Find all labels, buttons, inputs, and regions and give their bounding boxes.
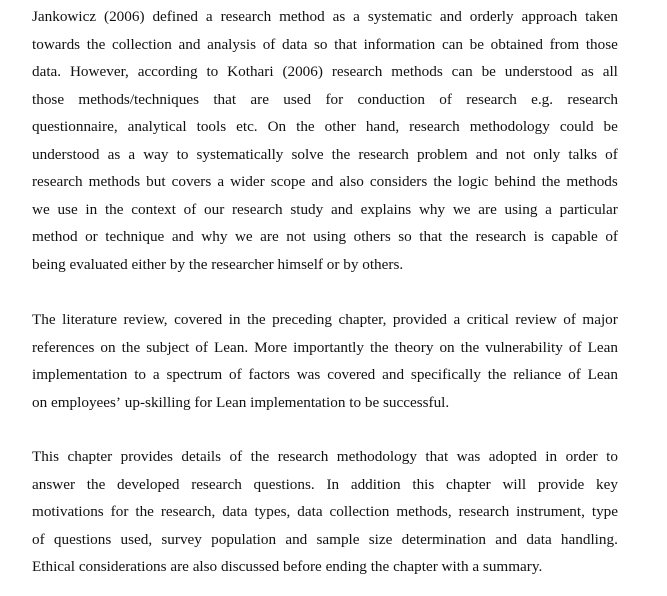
word: are <box>260 228 279 245</box>
word: summary. <box>482 558 543 575</box>
word: researcher <box>211 255 278 273</box>
paragraph-literature-review-summary <box>32 306 618 416</box>
word: the <box>296 118 315 135</box>
word: up-skilling <box>124 393 195 411</box>
word: covers <box>171 173 212 190</box>
word: etc. <box>236 118 258 135</box>
word: a <box>545 200 552 218</box>
word: collection <box>111 35 172 53</box>
paragraph-research-method-definition <box>32 3 618 278</box>
word: preceding <box>272 311 332 328</box>
word: the <box>250 448 270 465</box>
word: methods, <box>396 503 452 520</box>
text-line <box>32 389 618 417</box>
word: on <box>439 338 455 356</box>
word: methods <box>391 63 443 80</box>
text-line <box>32 251 618 279</box>
word: Lean <box>587 366 618 383</box>
word: a <box>472 558 483 575</box>
word: methods/techniques <box>78 90 200 108</box>
word: the <box>449 228 469 245</box>
word: methodology <box>469 118 550 135</box>
word: a <box>128 145 136 163</box>
word: of <box>195 338 208 356</box>
word: This <box>32 448 60 465</box>
word: employees’ <box>50 393 125 411</box>
word: and <box>285 530 308 548</box>
word: on <box>100 338 116 356</box>
word: not <box>286 228 306 245</box>
word: subject <box>146 338 190 356</box>
word: literature <box>62 311 117 328</box>
word: questions. <box>253 475 315 493</box>
word: using <box>313 228 347 245</box>
word: data <box>526 530 552 548</box>
word: Ethical <box>32 558 79 575</box>
word: analysis <box>207 35 257 53</box>
word: and <box>382 366 405 383</box>
word: However, <box>69 63 129 80</box>
word: addition <box>350 475 401 493</box>
word: are <box>478 200 497 218</box>
word: details <box>181 448 222 465</box>
word: evaluated <box>69 255 132 273</box>
word: could <box>559 118 594 135</box>
word: being <box>32 255 70 273</box>
word: types, <box>254 503 291 520</box>
text-line <box>32 141 618 169</box>
word: used, <box>120 530 153 548</box>
document-body <box>32 0 618 581</box>
word: order <box>565 448 598 465</box>
text-line <box>32 3 618 31</box>
word: that <box>419 228 443 245</box>
word: information <box>363 35 436 53</box>
word: research <box>220 8 272 25</box>
word: those <box>32 90 65 108</box>
word: collection <box>329 503 390 520</box>
word: theory <box>394 338 434 356</box>
word: this <box>412 475 435 493</box>
word: discussed <box>220 558 283 575</box>
word: to <box>349 393 365 411</box>
word: also <box>192 558 221 575</box>
word: we <box>234 228 253 245</box>
word: are <box>170 558 193 575</box>
word: of <box>183 200 197 218</box>
word: to <box>606 448 618 465</box>
word: importantly <box>293 338 364 356</box>
word: The <box>32 311 56 328</box>
text-line <box>32 471 618 499</box>
word: Lean <box>215 393 251 411</box>
word: systematically <box>196 145 284 163</box>
word: capable <box>551 228 598 245</box>
word: (2006) <box>282 63 323 80</box>
word: in <box>545 448 558 465</box>
word: research <box>409 118 460 135</box>
word: a <box>453 311 461 328</box>
paragraph-chapter-overview <box>32 443 618 581</box>
word: data <box>297 503 323 520</box>
word: review, <box>123 311 168 328</box>
word: that <box>213 90 237 108</box>
word: before <box>282 558 326 575</box>
word: but <box>146 173 166 190</box>
word: as <box>581 63 594 80</box>
word: particular <box>559 200 618 218</box>
word: others. <box>362 255 404 273</box>
word: developed <box>117 475 180 493</box>
word: the <box>460 338 480 356</box>
word: the <box>487 366 507 383</box>
word: and <box>178 35 201 53</box>
text-line <box>32 58 618 86</box>
text-line <box>32 86 618 114</box>
word: also <box>339 173 364 190</box>
word: research, <box>160 503 216 520</box>
word: vulnerability <box>485 338 563 356</box>
text-line <box>32 334 618 362</box>
word: other <box>324 118 356 135</box>
word: covered <box>327 366 376 383</box>
word: can <box>441 35 464 53</box>
word: reliance <box>513 366 562 383</box>
word: data. <box>32 63 62 80</box>
word: successful. <box>382 393 450 411</box>
word: explains <box>360 200 412 218</box>
word: sample <box>316 530 360 548</box>
word: implementation <box>32 366 128 383</box>
word: towards <box>32 35 81 53</box>
word: On <box>267 118 287 135</box>
word: Lean <box>587 338 618 356</box>
word: More <box>254 338 288 356</box>
word: handling. <box>560 530 618 548</box>
word: by <box>169 255 189 273</box>
word: logic <box>457 173 489 190</box>
word: research <box>567 90 618 108</box>
word: motivations <box>32 503 104 520</box>
word: provided <box>392 311 447 328</box>
word: the <box>370 338 389 356</box>
word: for <box>110 503 129 520</box>
word: understood <box>504 63 573 80</box>
word: ending <box>325 558 371 575</box>
word: so <box>313 35 328 53</box>
word: by <box>343 255 363 273</box>
word: methodology <box>336 448 417 465</box>
word: are <box>250 90 269 108</box>
word: approach <box>521 8 578 25</box>
word: research <box>331 63 383 80</box>
word: in <box>228 311 241 328</box>
word: research <box>466 90 517 108</box>
word: of <box>262 35 276 53</box>
word: Jankowicz <box>32 8 97 25</box>
word: chapter <box>67 448 113 465</box>
word: adopted <box>488 448 537 465</box>
word: chapter <box>393 558 442 575</box>
word: problem <box>417 145 468 163</box>
word: critical <box>466 311 509 328</box>
word: the <box>188 255 212 273</box>
word: instrument, <box>516 503 585 520</box>
text-line <box>32 443 618 471</box>
word: used <box>283 90 312 108</box>
word: population <box>211 530 277 548</box>
word: only <box>533 145 561 163</box>
word: orderly <box>469 8 514 25</box>
word: a <box>205 8 213 25</box>
word: not <box>505 145 526 163</box>
word: the <box>433 173 452 190</box>
word: all <box>602 63 618 80</box>
word: as <box>332 8 346 25</box>
word: our <box>204 200 225 218</box>
word: of <box>563 311 576 328</box>
word: considerations <box>78 558 171 575</box>
word: of <box>568 338 582 356</box>
word: we <box>452 200 471 218</box>
word: a <box>152 366 160 383</box>
word: was <box>456 448 481 465</box>
word: as <box>107 145 121 163</box>
word: e.g. <box>531 90 554 108</box>
word: behind <box>494 173 536 190</box>
word: specifically <box>410 366 481 383</box>
word: factors <box>248 366 290 383</box>
word: methods <box>566 173 618 190</box>
word: methods <box>88 173 141 190</box>
word: why <box>201 228 228 245</box>
word: key <box>595 475 618 493</box>
word: of <box>605 228 618 245</box>
word: a <box>217 173 225 190</box>
word: talks <box>568 145 598 163</box>
word: and <box>330 200 353 218</box>
word: review <box>515 311 557 328</box>
word: or <box>326 255 344 273</box>
word: conduction <box>357 90 425 108</box>
word: research <box>475 228 527 245</box>
word: research <box>191 475 242 493</box>
word: answer <box>32 475 76 493</box>
word: the <box>331 145 351 163</box>
word: the <box>370 558 394 575</box>
word: be <box>603 118 618 135</box>
word: In <box>326 475 340 493</box>
word: is <box>533 228 544 245</box>
word: technique <box>105 228 165 245</box>
word: that <box>425 448 449 465</box>
word: the <box>135 503 154 520</box>
word: on <box>32 393 51 411</box>
word: spectrum <box>166 366 223 383</box>
word: major <box>582 311 618 328</box>
word: others <box>353 228 391 245</box>
word: and <box>495 530 518 548</box>
word: determination <box>401 530 486 548</box>
text-line <box>32 168 618 196</box>
word: and <box>171 228 194 245</box>
word: context <box>131 200 176 218</box>
word: himself <box>277 255 327 273</box>
word: or <box>85 228 98 245</box>
word: systematic <box>367 8 432 25</box>
word: can <box>451 63 473 80</box>
word: and <box>311 173 334 190</box>
word: method <box>279 8 325 25</box>
word: research <box>277 448 329 465</box>
word: the <box>247 311 266 328</box>
word: of <box>605 145 618 163</box>
word: questionnaire, <box>32 118 118 135</box>
word: hand, <box>365 118 400 135</box>
word: and <box>439 8 462 25</box>
word: understood <box>32 145 100 163</box>
word: considers <box>369 173 428 190</box>
word: the <box>121 338 141 356</box>
word: research <box>32 173 83 190</box>
word: size <box>368 530 393 548</box>
word: wider <box>230 173 265 190</box>
word: of <box>229 448 243 465</box>
word: of <box>229 366 242 383</box>
text-line <box>32 196 618 224</box>
word: obtained <box>490 35 543 53</box>
word: provides <box>120 448 173 465</box>
text-line <box>32 498 618 526</box>
word: tools <box>196 118 227 135</box>
word: survey <box>161 530 202 548</box>
word: to <box>134 366 147 383</box>
word: research <box>232 200 283 218</box>
word: study <box>290 200 324 218</box>
word: for <box>194 393 216 411</box>
word: in <box>85 200 98 218</box>
word: of <box>568 366 581 383</box>
word: data <box>222 503 248 520</box>
word: Lean. <box>213 338 249 356</box>
word: use <box>57 200 78 218</box>
word: to <box>176 145 189 163</box>
word: and <box>475 145 498 163</box>
word: we <box>32 200 50 218</box>
text-line <box>32 223 618 251</box>
word: analytical <box>127 118 187 135</box>
word: taken <box>585 8 618 25</box>
word: why <box>418 200 446 218</box>
word: provide <box>537 475 585 493</box>
word: of <box>439 90 452 108</box>
word: using <box>504 200 538 218</box>
word: that <box>334 35 357 53</box>
word: solve <box>291 145 324 163</box>
word: according <box>137 63 198 80</box>
text-line <box>32 31 618 59</box>
word: method <box>32 228 78 245</box>
word: so <box>398 228 412 245</box>
word: type <box>591 503 618 520</box>
word: research <box>358 145 409 163</box>
word: be <box>469 35 485 53</box>
word: Kothari <box>227 63 274 80</box>
word: defined <box>152 8 198 25</box>
word: research <box>458 503 510 520</box>
word: chapter <box>446 475 491 493</box>
text-line <box>32 113 618 141</box>
word: the <box>86 35 106 53</box>
text-line <box>32 553 618 581</box>
word: for <box>325 90 344 108</box>
word: be <box>364 393 383 411</box>
text-line <box>32 361 618 389</box>
word: references <box>32 338 95 356</box>
word: was <box>296 366 321 383</box>
word: be <box>481 63 496 80</box>
word: (2006) <box>104 8 145 25</box>
word: the <box>104 200 124 218</box>
word: the <box>86 475 106 493</box>
word: from <box>549 35 580 53</box>
word: those <box>585 35 618 53</box>
word: with <box>441 558 473 575</box>
word: data <box>282 35 308 53</box>
word: the <box>541 173 561 190</box>
word: of <box>32 530 45 548</box>
text-line <box>32 526 618 554</box>
word: covered <box>174 311 223 328</box>
word: implementation <box>250 393 350 411</box>
word: a <box>353 8 360 25</box>
word: will <box>502 475 527 493</box>
word: to <box>206 63 219 80</box>
word: way <box>143 145 169 163</box>
word: chapter, <box>338 311 387 328</box>
word: either <box>131 255 170 273</box>
text-line <box>32 306 618 334</box>
word: questions <box>53 530 112 548</box>
word: scope <box>270 173 306 190</box>
